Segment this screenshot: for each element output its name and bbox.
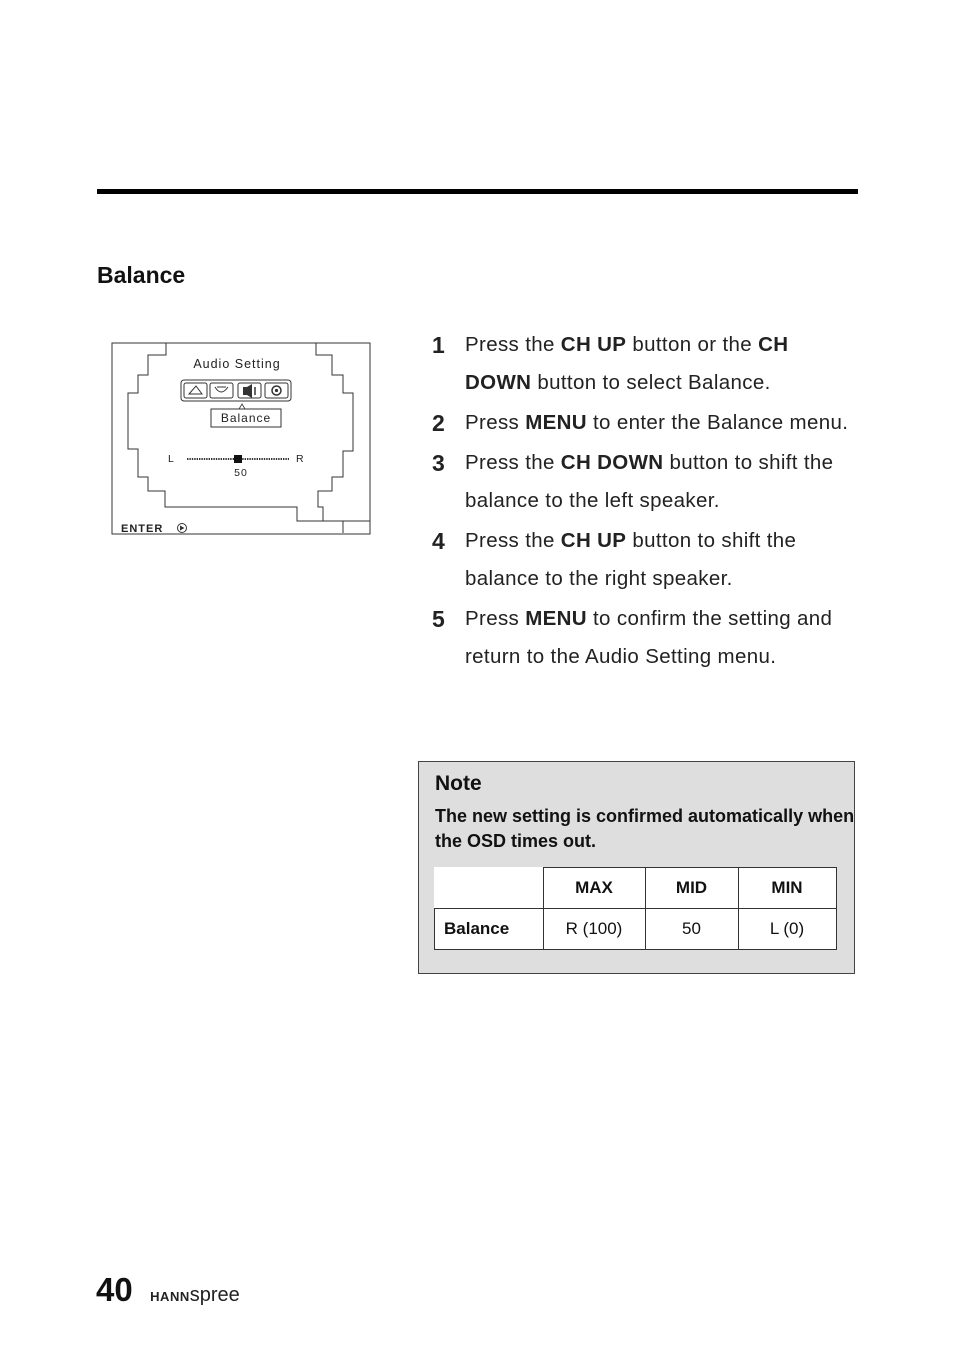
step-text: button to shift the balance to the left speaker. — [465, 451, 834, 512]
step-text: to confirm the setting and return to the Audio Setting menu. — [465, 607, 833, 668]
table-row-label: Balance — [435, 909, 544, 950]
step-item — [430, 326, 860, 402]
step-text: Press the — [465, 529, 561, 552]
table-cell: L (0) — [738, 909, 836, 950]
settings-icon — [265, 383, 288, 398]
step-number: 4 — [432, 528, 446, 554]
step-item — [430, 522, 860, 598]
button-name: MENU — [525, 411, 587, 434]
step-text: button or the — [626, 333, 759, 356]
table-header-cell: MAX — [543, 868, 645, 909]
speaker-icon — [238, 383, 261, 398]
note-box — [418, 761, 855, 974]
table-header-row — [435, 868, 837, 909]
step-item — [430, 404, 860, 442]
steps-list — [430, 326, 860, 678]
brand-logo — [150, 1284, 240, 1307]
audio-icon — [210, 383, 233, 398]
step-text: Press the — [465, 451, 561, 474]
osd-balance-value: 50 — [234, 467, 248, 479]
section-title: Balance — [97, 262, 186, 288]
step-number: 1 — [432, 332, 446, 358]
step-text: Press — [465, 607, 526, 630]
table-header-cell: MID — [645, 868, 738, 909]
button-name: CH DOWN — [560, 451, 664, 474]
brand-bold: HANN — [150, 1289, 190, 1304]
brand-light: spree — [189, 1284, 240, 1306]
button-name: CH UP — [560, 529, 627, 552]
osd-title: Audio Setting — [193, 357, 281, 371]
step-text: Press the — [465, 333, 561, 356]
step-text: button to shift the balance to the right speaker. — [465, 529, 797, 590]
balance-table — [434, 867, 837, 950]
step-text: Press — [465, 411, 526, 434]
button-name: MENU — [525, 607, 587, 630]
osd-left-label: L — [168, 453, 174, 465]
step-number: 3 — [432, 450, 446, 476]
step-item — [430, 600, 860, 676]
table-cell: R (100) — [543, 909, 645, 950]
osd-enter-label: ENTER — [121, 523, 164, 535]
button-name: CH DOWN — [465, 333, 789, 394]
step-text: to enter the Balance menu. — [586, 411, 849, 434]
picture-icon — [184, 383, 207, 398]
table-corner-cell — [435, 868, 544, 909]
table-header-cell: MIN — [738, 868, 836, 909]
osd-illustration — [111, 341, 373, 537]
note-text: The new setting is confirmed automatically when the OSD times out. — [435, 806, 855, 851]
step-item — [430, 444, 860, 520]
table-row — [435, 909, 837, 950]
top-rule — [97, 189, 858, 194]
osd-balance-thumb[interactable] — [234, 455, 242, 463]
osd-icon-bar — [181, 380, 291, 401]
enter-icon — [178, 524, 187, 533]
button-name: CH UP — [560, 333, 627, 356]
page-number: 40 — [96, 1271, 133, 1308]
page-footer — [96, 1271, 240, 1309]
table-cell: 50 — [645, 909, 738, 950]
osd-selected-item: Balance — [220, 411, 272, 425]
note-title: Note — [435, 772, 482, 795]
step-text: button to select Balance. — [531, 371, 771, 394]
osd-right-label: R — [296, 453, 304, 465]
step-number: 5 — [432, 606, 446, 632]
step-number: 2 — [432, 410, 446, 436]
